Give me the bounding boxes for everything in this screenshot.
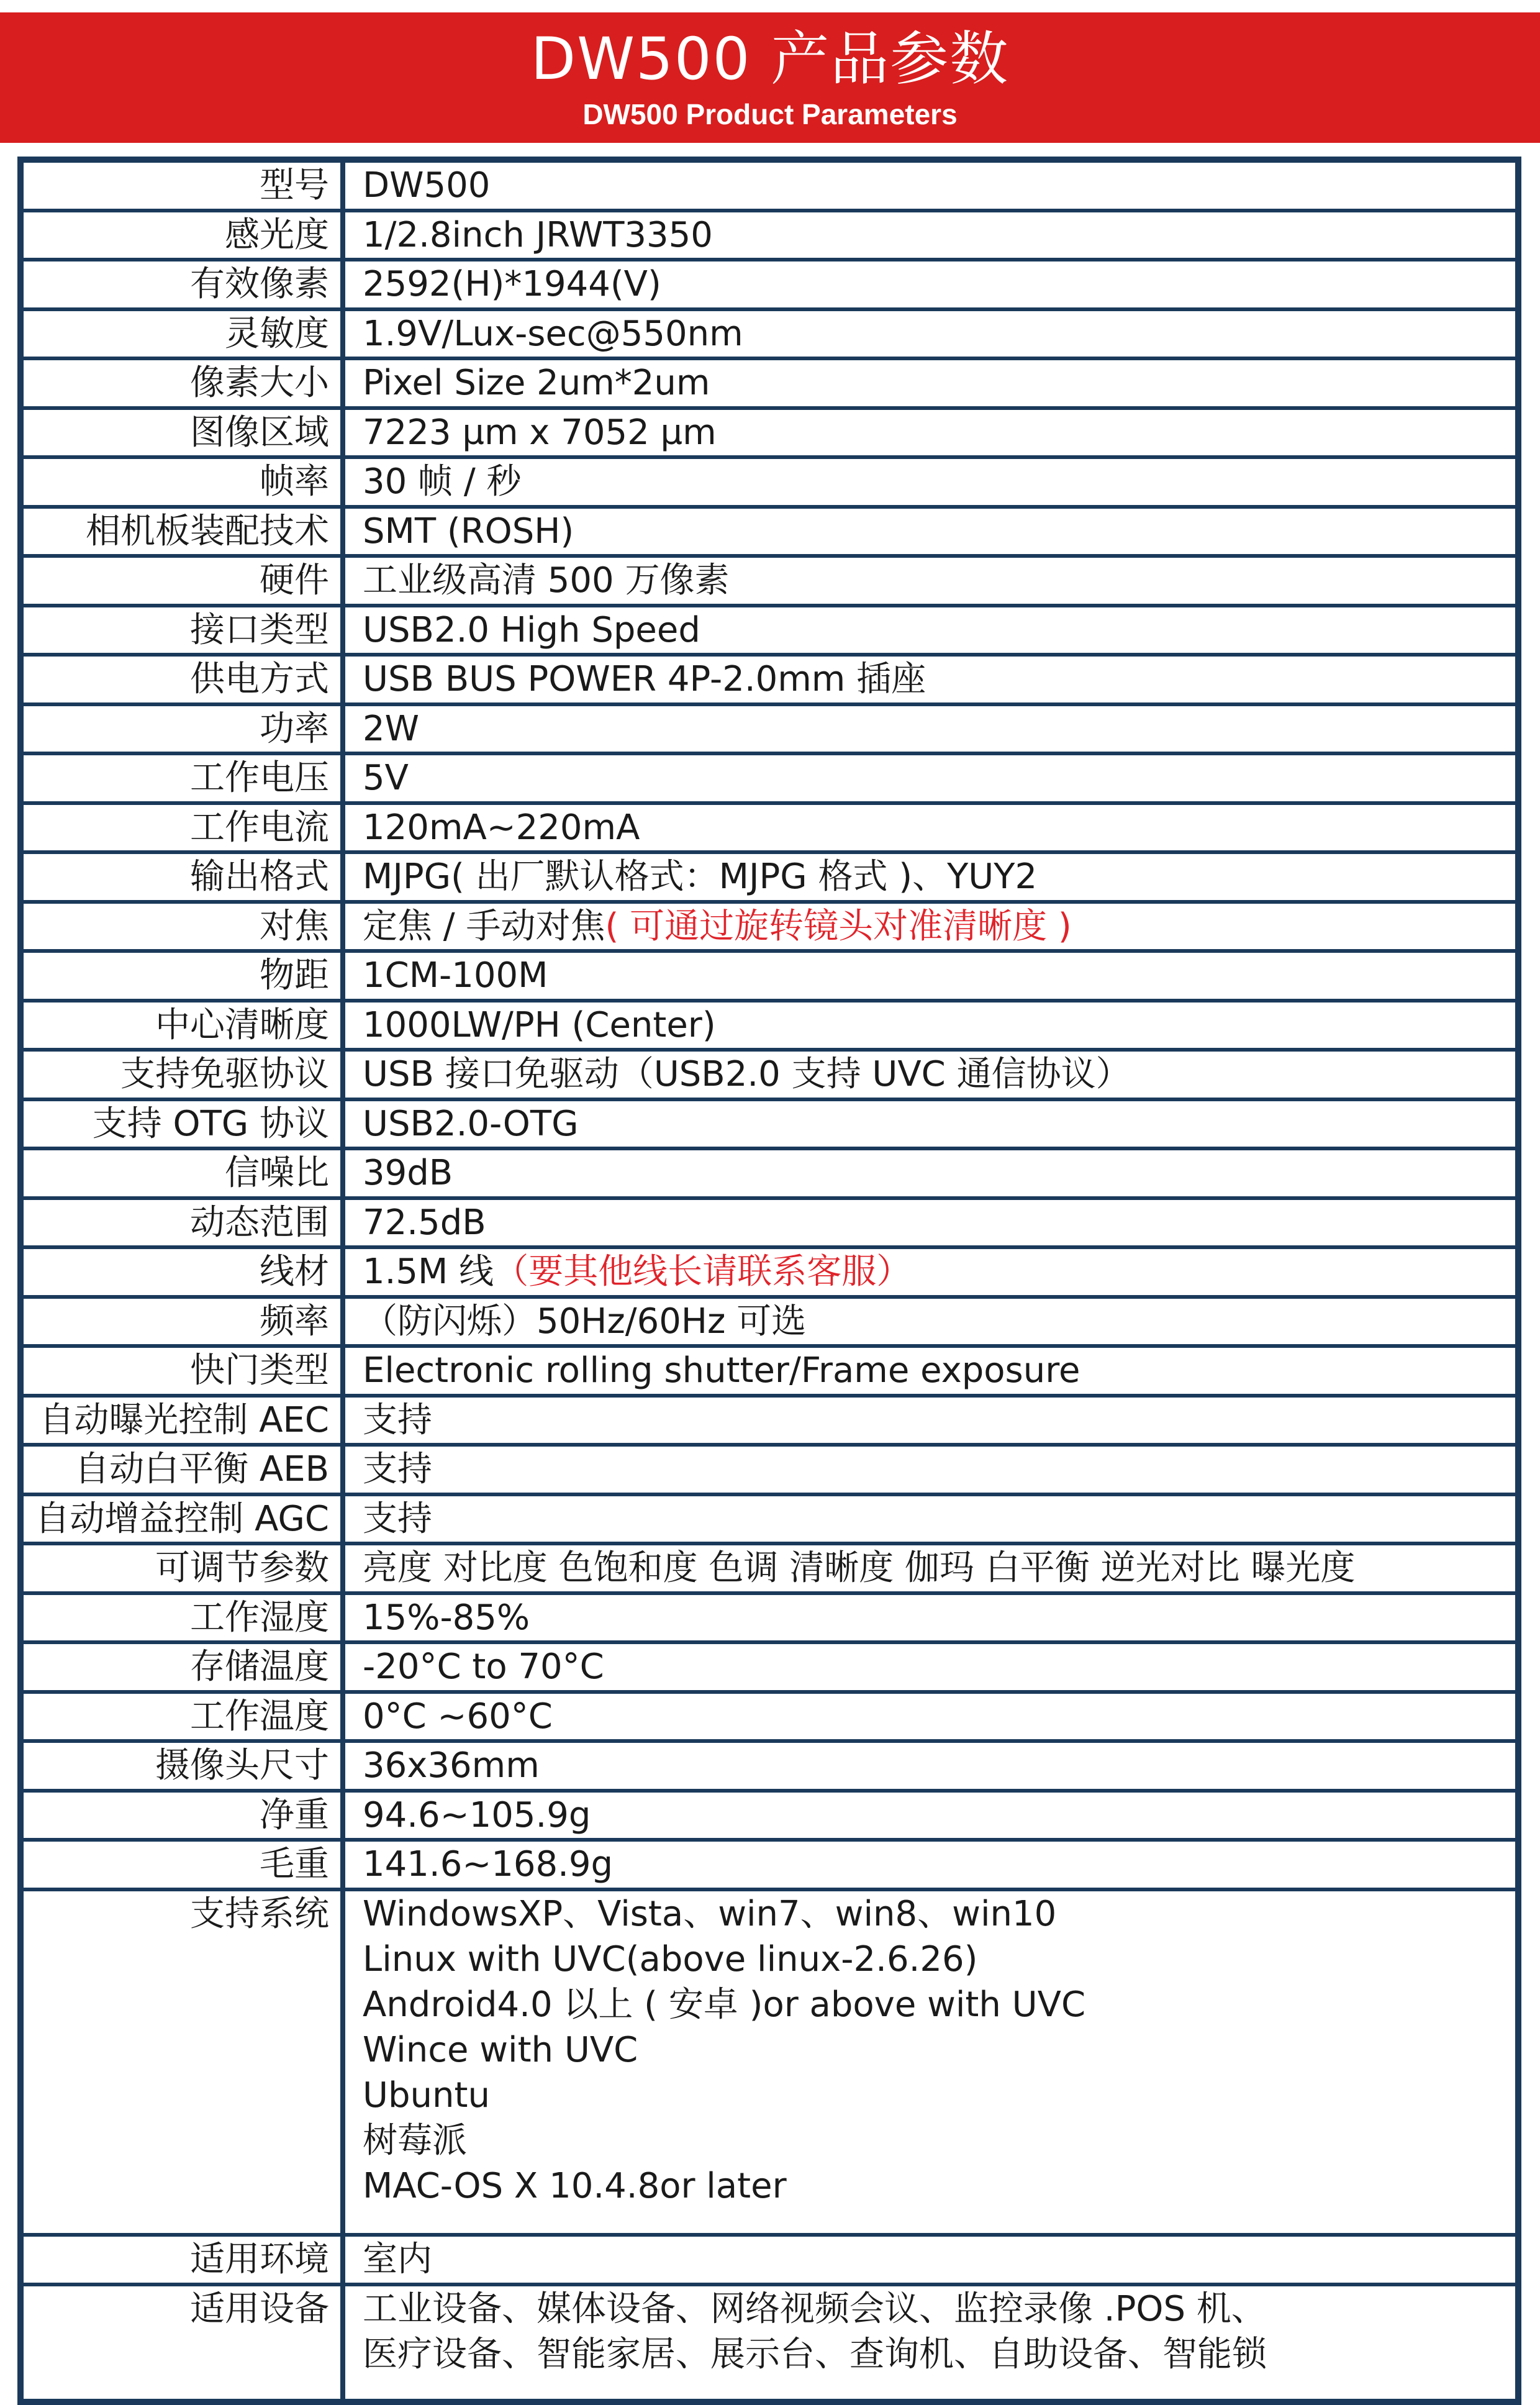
row-value	[363, 904, 1505, 949]
row-value	[363, 755, 1505, 801]
row-label: 支持免驱协议	[120, 1054, 329, 1094]
value-text: 1/2.8inch JRWT3350	[363, 214, 713, 255]
value-line: WindowsXP、Vista、win7、win8、win10	[363, 1893, 1057, 1934]
row-label: 线材	[260, 1252, 329, 1292]
value-line: Wince with UVC	[363, 2029, 638, 2070]
row-value	[363, 805, 1505, 850]
spec-row	[24, 755, 1515, 805]
value-text: 36x36mm	[363, 1745, 540, 1786]
value-text: 工业级高清 500 万像素	[363, 560, 730, 601]
value-text: DW500	[363, 165, 491, 206]
spec-row	[24, 311, 1515, 361]
row-value	[363, 1595, 1505, 1640]
spec-row-systems	[24, 1891, 1515, 2237]
row-label: 帧率	[260, 461, 329, 502]
row-label: 相机板装配技术	[86, 511, 329, 552]
value-text: 120mA~220mA	[363, 807, 640, 848]
row-label: 感光度	[225, 214, 329, 255]
value-text: 7223 µm x 7052 µm	[363, 412, 717, 453]
value-text: 支持	[363, 1498, 432, 1539]
row-value	[363, 1644, 1505, 1689]
value-text: USB 接口免驱动（USB2.0 支持 UVC 通信协议）	[363, 1054, 1131, 1094]
row-value	[363, 509, 1505, 554]
page-header	[0, 12, 1540, 143]
value-text: USB2.0-OTG	[363, 1103, 579, 1144]
row-label: 自动增益控制 AGC	[35, 1498, 329, 1539]
spec-row	[24, 163, 1515, 212]
value-text: 1000LW/PH (Center)	[363, 1004, 716, 1045]
spec-row	[24, 261, 1515, 311]
spec-row	[24, 1398, 1515, 1447]
row-value	[363, 212, 1505, 258]
spec-row	[24, 953, 1515, 1002]
row-label: 物距	[260, 955, 329, 996]
value-text: 141.6~168.9g	[363, 1844, 614, 1884]
spec-row	[24, 1595, 1515, 1645]
value-line: Ubuntu	[363, 2075, 490, 2116]
row-value	[363, 1496, 1505, 1542]
row-label: 中心清晰度	[155, 1004, 329, 1045]
row-value	[363, 459, 1505, 504]
row-label: 图像区域	[190, 412, 329, 453]
spec-row	[24, 1249, 1515, 1299]
value-text: 0°C ~60°C	[363, 1696, 553, 1737]
row-value	[363, 163, 1505, 208]
row-label: 支持 OTG 协议	[92, 1103, 329, 1144]
row-label: 适用设备	[190, 2288, 329, 2329]
spec-row	[24, 1447, 1515, 1496]
row-value	[363, 1150, 1505, 1196]
value-text: MJPG( 出厂默认格式：MJPG 格式 )、YUY2	[363, 857, 1038, 897]
value-text: 94.6~105.9g	[363, 1794, 591, 1835]
value-text: 15%-85%	[363, 1597, 530, 1638]
spec-row	[24, 1545, 1515, 1595]
value-text: 2W	[363, 708, 419, 749]
spec-row	[24, 1694, 1515, 1744]
row-label: 有效像素	[190, 264, 329, 304]
value-text: 支持	[363, 1449, 432, 1489]
spec-row	[24, 607, 1515, 657]
spec-row	[24, 1101, 1515, 1151]
spec-row	[24, 1002, 1515, 1052]
row-label: 可调节参数	[155, 1548, 329, 1588]
row-value	[363, 1891, 1505, 2209]
value-line: Linux with UVC(above linux-2.6.26)	[363, 1939, 978, 1980]
value-text: SMT (ROSH)	[363, 511, 574, 552]
spec-row	[24, 1496, 1515, 1546]
page-subtitle: DW500 Product Parameters	[582, 98, 958, 130]
row-label: 自动曝光控制 AEC	[39, 1399, 329, 1440]
row-value	[363, 558, 1505, 603]
row-value	[363, 706, 1505, 752]
spec-row	[24, 805, 1515, 855]
value-text: 2592(H)*1944(V)	[363, 264, 661, 304]
row-label: 频率	[260, 1301, 329, 1342]
spec-row	[24, 410, 1515, 460]
value-line: Android4.0 以上 ( 安卓 )or above with UVC	[363, 1984, 1086, 2025]
row-value	[363, 1052, 1505, 1097]
row-value	[363, 1793, 1505, 1838]
row-value	[363, 607, 1505, 653]
spec-table	[17, 157, 1521, 2405]
row-label: 动态范围	[190, 1202, 329, 1243]
value-line: MAC-OS X 10.4.8or later	[363, 2165, 787, 2206]
value-text: 72.5dB	[363, 1202, 486, 1243]
row-label: 自动白平衡 AEB	[75, 1449, 329, 1489]
row-label: 供电方式	[190, 659, 329, 699]
row-value	[363, 1743, 1505, 1788]
row-value	[363, 1398, 1505, 1443]
row-label: 存储温度	[190, 1647, 329, 1687]
row-label: 型号	[260, 165, 329, 206]
row-value	[363, 1299, 1505, 1344]
row-value	[363, 2237, 1505, 2282]
row-value	[363, 1101, 1505, 1147]
row-value	[363, 410, 1505, 455]
row-value	[363, 1842, 1505, 1887]
spec-row	[24, 1743, 1515, 1793]
value-text: -20°C to 70°C	[363, 1647, 604, 1687]
value-line: 医疗设备、智能家居、展示台、查询机、自助设备、智能锁	[363, 2334, 1267, 2375]
value-text: 1CM-100M	[363, 955, 548, 996]
row-label: 工作电流	[190, 807, 329, 848]
spec-row-environment	[24, 2237, 1515, 2286]
row-value	[363, 2286, 1505, 2377]
spec-row	[24, 1348, 1515, 1398]
value-text: 支持	[363, 1399, 432, 1440]
spec-row	[24, 1842, 1515, 1891]
row-label: 灵敏度	[225, 313, 329, 354]
row-value	[363, 311, 1505, 357]
value-text: Electronic rolling shutter/Frame exposure	[363, 1350, 1080, 1391]
value-text: 30 帧 / 秒	[363, 461, 522, 502]
spec-row	[24, 854, 1515, 904]
row-value	[363, 360, 1505, 406]
spec-row	[24, 1793, 1515, 1842]
row-value	[363, 1200, 1505, 1245]
value-text: 定焦 / 手动对焦	[363, 906, 605, 947]
value-line: 工业设备、媒体设备、网络视频会议、监控录像 .POS 机、	[363, 2288, 1266, 2329]
spec-row	[24, 360, 1515, 410]
row-label: 硬件	[260, 560, 329, 601]
spec-row	[24, 212, 1515, 262]
row-label: 工作温度	[190, 1696, 329, 1737]
row-label: 工作湿度	[190, 1597, 329, 1638]
row-value	[363, 1447, 1505, 1492]
spec-row	[24, 1150, 1515, 1200]
value-note: ( 可通过旋转镜头对准清晰度 )	[605, 906, 1072, 947]
value-text: 39dB	[363, 1153, 453, 1193]
row-label: 接口类型	[190, 609, 329, 650]
row-label: 功率	[260, 708, 329, 749]
row-value	[363, 1002, 1505, 1048]
row-label: 快门类型	[190, 1350, 329, 1391]
row-label: 净重	[260, 1794, 329, 1835]
top-margin	[0, 0, 1540, 12]
spec-row	[24, 459, 1515, 509]
value-text: 室内	[363, 2239, 432, 2280]
value-line: 树莓派	[363, 2120, 467, 2161]
row-label: 信噪比	[225, 1153, 329, 1193]
spec-row	[24, 558, 1515, 607]
row-label: 支持系统	[190, 1893, 329, 1934]
value-text: 1.5M 线	[363, 1252, 494, 1292]
row-value	[363, 1249, 1505, 1294]
value-text: 1.9V/Lux-sec@550nm	[363, 313, 743, 354]
spec-row	[24, 706, 1515, 756]
value-text: USB2.0 High Speed	[363, 609, 700, 650]
row-label: 输出格式	[190, 857, 329, 897]
value-text: 5V	[363, 758, 409, 798]
spec-row	[24, 1299, 1515, 1348]
row-value	[363, 953, 1505, 998]
row-label: 对焦	[260, 906, 329, 947]
spec-row	[24, 904, 1515, 953]
row-label: 摄像头尺寸	[155, 1745, 329, 1786]
page-title: DW500 产品参数	[530, 25, 1010, 93]
spec-row-devices	[24, 2286, 1515, 2385]
row-label: 工作电压	[190, 758, 329, 798]
value-note: （要其他线长请联系客服）	[494, 1252, 912, 1292]
value-text: （防闪烁）50Hz/60Hz 可选	[363, 1301, 807, 1342]
value-text: USB BUS POWER 4P-2.0mm 插座	[363, 659, 926, 699]
row-value	[363, 261, 1505, 307]
row-label: 像素大小	[190, 363, 329, 403]
row-label: 毛重	[260, 1844, 329, 1884]
row-value	[363, 657, 1505, 702]
row-value	[363, 1694, 1505, 1739]
row-value	[363, 854, 1505, 899]
row-label: 适用环境	[190, 2239, 329, 2280]
spec-row	[24, 1644, 1515, 1694]
row-value	[363, 1348, 1505, 1393]
spec-row	[24, 657, 1515, 706]
row-value	[363, 1545, 1505, 1591]
value-text: 亮度 对比度 色饱和度 色调 清晰度 伽玛 白平衡 逆光对比 曝光度	[363, 1548, 1356, 1588]
spec-row	[24, 1200, 1515, 1250]
spec-row	[24, 509, 1515, 558]
spec-row	[24, 1052, 1515, 1101]
value-text: Pixel Size 2um*2um	[363, 363, 710, 403]
